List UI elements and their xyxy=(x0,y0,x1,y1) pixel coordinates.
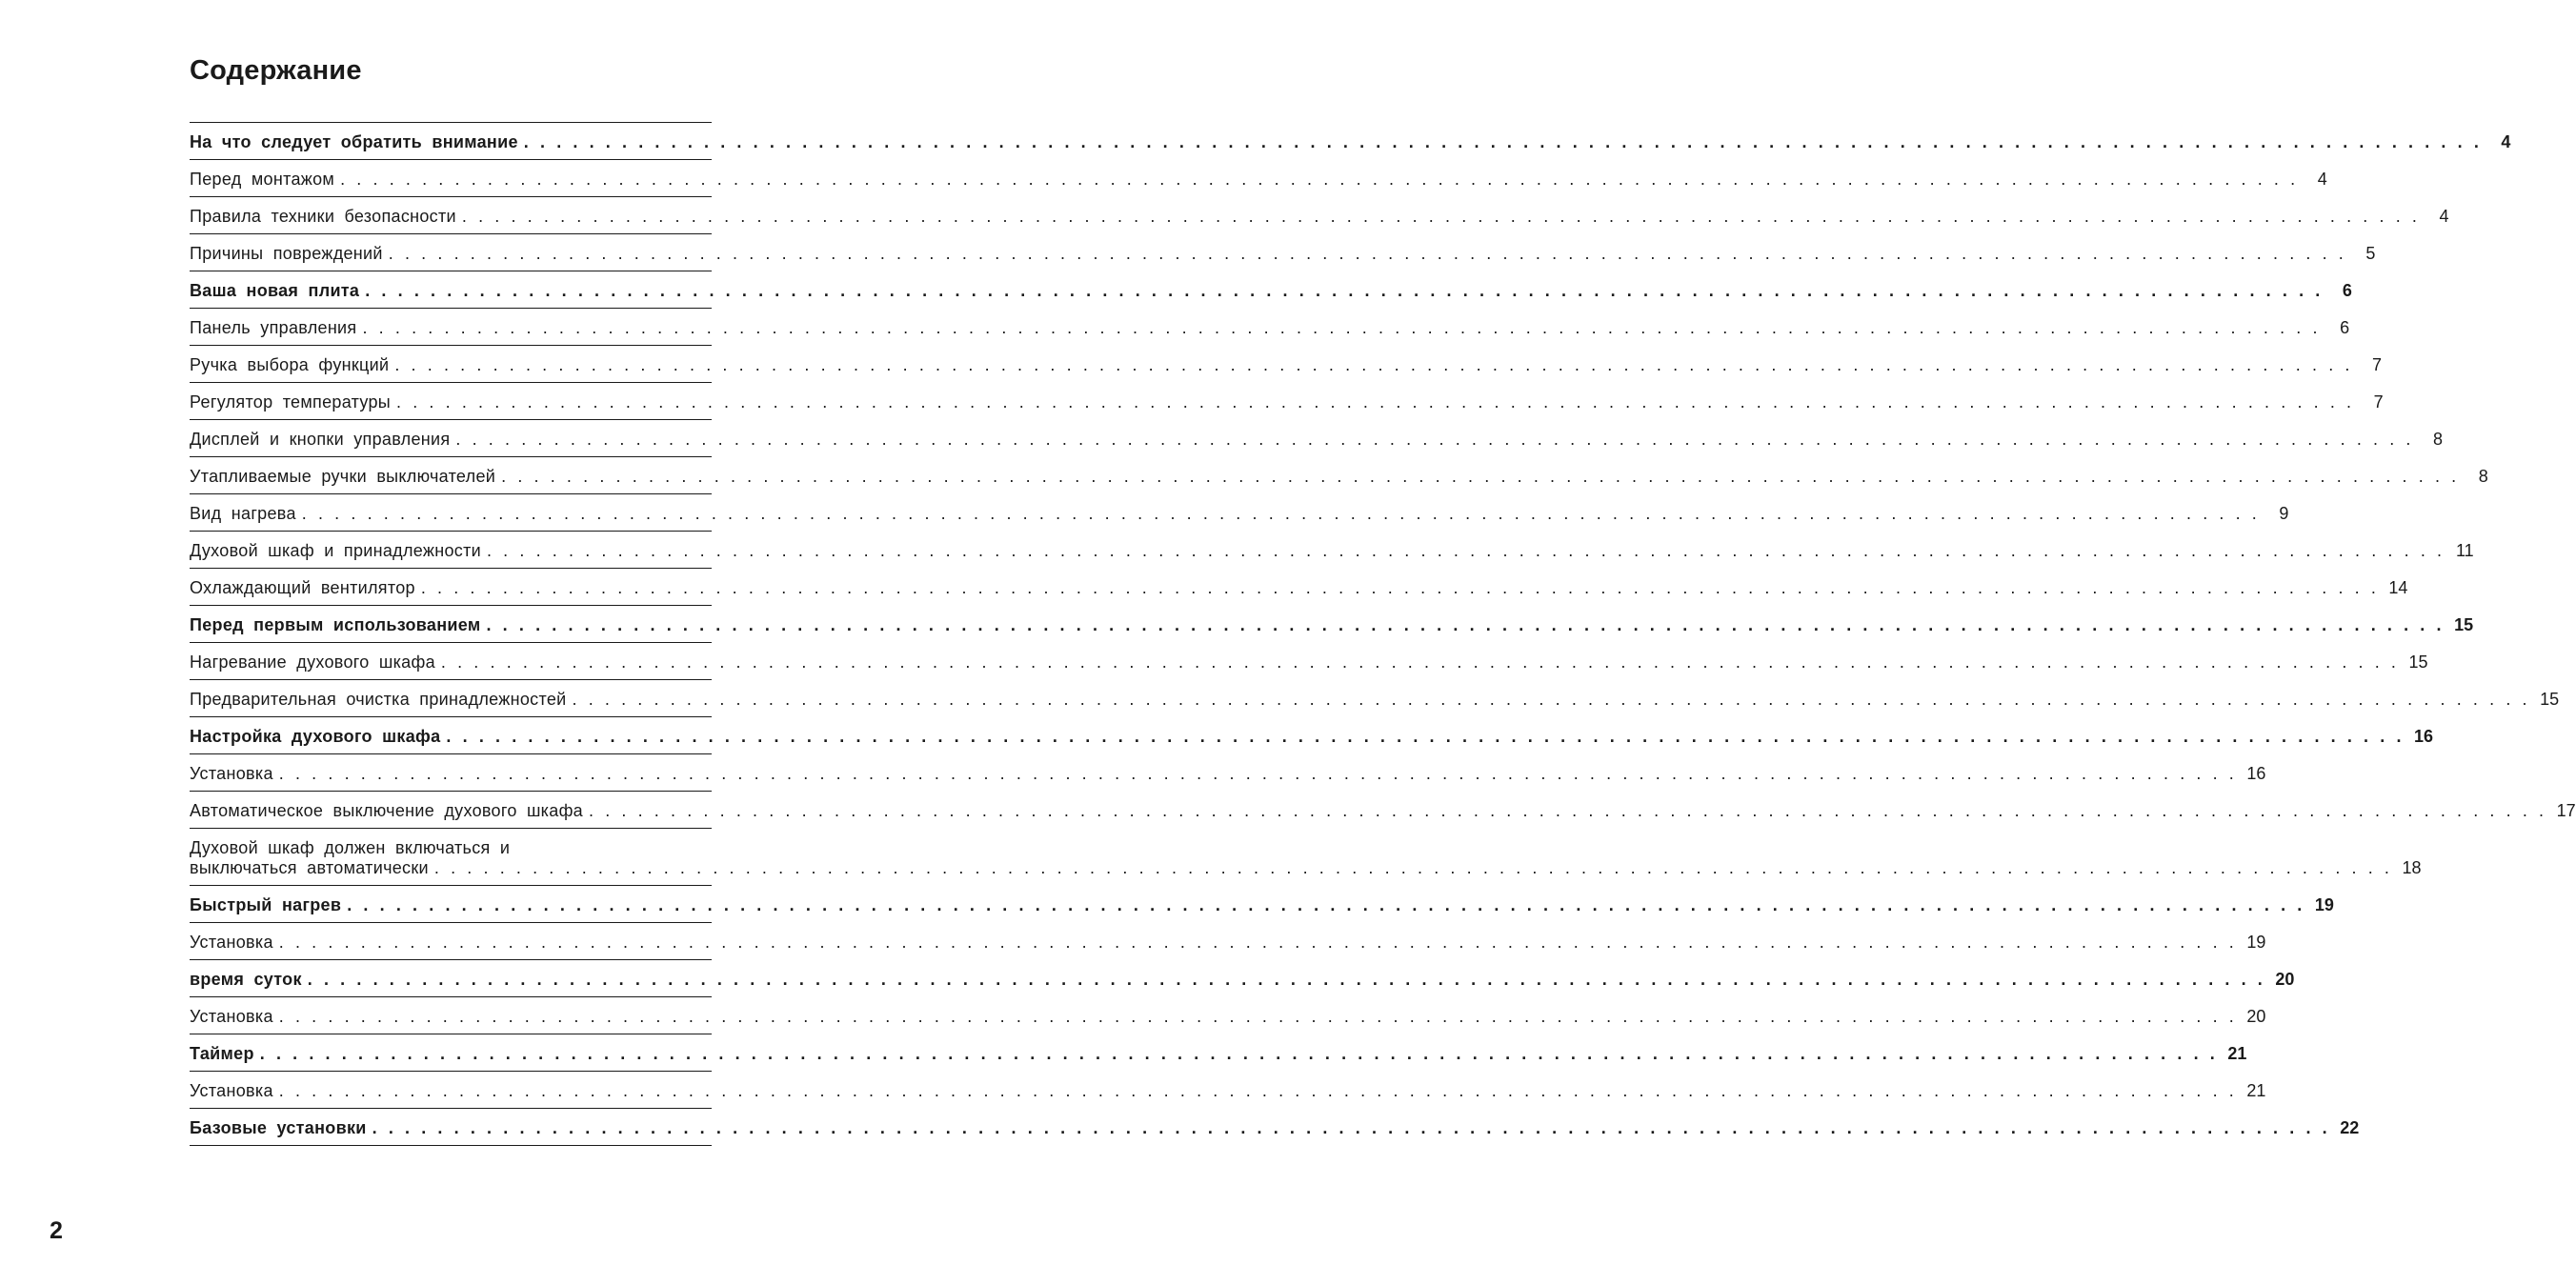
toc-entry-label: Автоматическое выключение духового шкафа xyxy=(190,801,583,820)
toc-entry-page: 4 xyxy=(2439,207,2449,226)
toc-entry-row[interactable] xyxy=(190,234,2376,271)
toc-entry-page: 4 xyxy=(2317,170,2327,189)
toc-entry-label: Нагревание духового шкафа xyxy=(190,653,435,672)
toc-entry-label: время суток xyxy=(190,970,302,989)
dot-leader: . . . . . . . . . . . . . . . . . . . . . . . . . . . . . . . . . . . . . . . . . . . . . . . . . . . . . . . . . . . . . . . . . . . . . . . . . . . . . . . . . . . . . . . . . . . . . . . . . . . . . . . . . . . . . . . . . . . . . . . . xyxy=(440,653,2400,672)
toc-entry-page: 16 xyxy=(2246,764,2266,783)
toc-entry-page: 6 xyxy=(2340,318,2350,337)
toc-entry-label: Духовой шкаф и принадлежности xyxy=(190,541,481,560)
toc-entry-page: 17 xyxy=(2556,801,2576,820)
dot-leader: . . . . . . . . . . . . . . . . . . . . . . . . . . . . . . . . . . . . . . . . . . . . . . . . . . . . . . . . . . . . . . . . . . . . . . . . . . . . . . . . . . . . . . . . . . . . . . . . . . . . . . . . . . . . . . . . . . . . . . . . xyxy=(486,615,2445,634)
dot-leader: . . . . . . . . . . . . . . . . . . . . . . . . . . . . . . . . . . . . . . . . . . . . . . . . . . . . . . . . . . . . . . . . . . . . . . . . . . . . . . . . . . . . . . . . . . . . . . . . . . . . . . . . . . . . . . . . . . . . . . . . xyxy=(365,281,2324,300)
toc-entry-label: Предварительная очистка принадлежностей xyxy=(190,690,567,709)
dot-leader: . . . . . . . . . . . . . . . . . . . . . . . . . . . . . . . . . . . . . . . . . . . . . . . . . . . . . . . . . . . . . . . . . . . . . . . . . . . . . . . . . . . . . . . . . . . . . . . . . . . . . . . . . . . . . . . . . . . . . . . . xyxy=(388,244,2347,263)
dot-leader: . . . . . . . . . . . . . . . . . . . . . . . . . . . . . . . . . . . . . . . . . . . . . . . . . . . . . . . . . . . . . . . . . . . . . . . . . . . . . . . . . . . . . . . . . . . . . . . . . . . . . . . . . . . . . . . . . . . . . . . . xyxy=(486,541,2445,560)
toc-entry-row[interactable] xyxy=(190,829,2422,886)
toc-entry-row[interactable] xyxy=(190,346,2382,383)
toc-entry-label: Дисплей и кнопки управления xyxy=(190,430,451,449)
toc-section-row[interactable] xyxy=(190,886,2334,923)
dot-leader: . . . . . . . . . . . . . . . . . . . . . . . . . . . . . . . . . . . . . . . . . . . . . . . . . . . . . . . . . . . . . . . . . . . . . . . . . . . . . . . . . . . . . . . . . . . . . . . . . . . . . . . . . . . . . . . . . . . . . . . . xyxy=(307,970,2266,989)
toc-entry-label: Причины повреждений xyxy=(190,244,383,263)
toc-entry-page: 8 xyxy=(2478,467,2488,486)
dot-leader: . . . . . . . . . . . . . . . . . . . . . . . . . . . . . . . . . . . . . . . . . . . . . . . . . . . . . . . . . . . . . . . . . . . . . . . . . . . . . . . . . . . . . . . . . . . . . . . . . . . . . . . . . . . . . . . . . . . . . . . . xyxy=(372,1118,2331,1137)
toc-entry-label: Ваша новая плита xyxy=(190,281,360,300)
toc-entry-page: 7 xyxy=(2373,392,2384,412)
toc-entry-label: Установка xyxy=(190,1081,273,1100)
toc-entry-label: Регулятор температуры xyxy=(190,392,392,412)
dot-leader: . . . . . . . . . . . . . . . . . . . . . . . . . . . . . . . . . . . . . . . . . . . . . . . . . . . . . . . . . . . . . . . . . . . . . . . . . . . . . . . . . . . . . . . . . . . . . . . . . . . . . . . . . . . . . . . . . . . . . . . . xyxy=(278,1007,2238,1026)
toc-entry-label: Панель управления xyxy=(190,318,357,337)
dot-leader: . . . . . . . . . . . . . . . . . . . . . . . . . . . . . . . . . . . . . . . . . . . . . . . . . . . . . . . . . . . . . . . . . . . . . . . . . . . . . . . . . . . . . . . . . . . . . . . . . . . . . . . . . . . . . . . . . . . . . . . . xyxy=(394,355,2353,374)
toc-section-row[interactable] xyxy=(190,123,2511,160)
toc-entry-page: 11 xyxy=(2455,541,2474,560)
toc-entry-row[interactable] xyxy=(190,457,2488,494)
toc-entry-row[interactable] xyxy=(190,792,2576,829)
toc-entry-row[interactable] xyxy=(190,532,2474,569)
dot-leader: . . . . . . . . . . . . . . . . . . . . . . . . . . . . . . . . . . . . . . . . . . . . . . . . . . . . . . . . . . . . . . . . . . . . . . . . . . . . . . . . . . . . . . . . . . . . . . . . . . . . . . . . . . . . . . . . . . . . . . . . xyxy=(340,170,2299,189)
dot-leader: . . . . . . . . . . . . . . . . . . . . . . . . . . . . . . . . . . . . . . . . . . . . . . . . . . . . . . . . . . . . . . . . . . . . . . . . . . . . . . . . . . . . . . . . . . . . . . . . . . . . . . . . . . . . . . . . . . . . . . . . xyxy=(301,504,2261,523)
toc-entry-row[interactable] xyxy=(190,754,2266,792)
toc-entry-label: Установка xyxy=(190,764,273,783)
toc-entry-page: 22 xyxy=(2340,1118,2360,1137)
toc-entry-label: Правила техники безопасности xyxy=(190,207,456,226)
toc-entry-label: Таймер xyxy=(190,1044,254,1063)
dot-leader: . . . . . . . . . . . . . . . . . . . . . . . . . . . . . . . . . . . . . . . . . . . . . . . . . . . . . . . . . . . . . . . . . . . . . . . . . . . . . . . . . . . . . . . . . . . . . . . . . . . . . . . . . . . . . . . . . . . . . . . . xyxy=(396,392,2355,412)
toc-entry-page: 21 xyxy=(2246,1081,2266,1100)
toc-entry-label: Утапливаемые ручки выключателей xyxy=(190,467,496,486)
toc-entry-row[interactable] xyxy=(190,383,2384,420)
dot-leader: . . . . . . . . . . . . . . . . . . . . . . . . . . . . . . . . . . . . . . . . . . . . . . . . . . . . . . . . . . . . . . . . . . . . . . . . . . . . . . . . . . . . . . . . . . . . . . . . . . . . . . . . . . . . . . . . . . . . . . . . xyxy=(278,933,2238,952)
dot-leader: . . . . . . . . . . . . . . . . . . . . . . . . . . . . . . . . . . . . . . . . . . . . . . . . . . . . . . . . . . . . . . . . . . . . . . . . . . . . . . . . . . . . . . . . . . . . . . . . . . . . . . . . . . . . . . . . . . . . . . . . xyxy=(572,690,2531,709)
dot-leader: . . . . . . . . . . . . . . . . . . . . . . . . . . . . . . . . . . . . . . . . . . . . . . . . . . . . . . . . . . . . . . . . . . . . . . . . . . . . . . . . . . . . . . . . . . . . . . . . . . . . . . . . . . . . . . . . . . . . . . . . xyxy=(278,764,2238,783)
dot-leader: . . . . . . . . . . . . . . . . . . . . . . . . . . . . . . . . . . . . . . . . . . . . . . . . . . . . . . . . . . . . . . . . . . . . . . . . . . . . . . . . . . . . . . . . . . . . . . . . . . . . . . . . . . . . . . . . . . . . . . . . xyxy=(278,1081,2238,1100)
toc-section-row[interactable] xyxy=(190,1034,2247,1072)
dot-leader: . . . . . . . . . . . . . . . . . . . . . . . . . . . . . . . . . . . . . . . . . . . . . . . . . . . . . . . . . . . . . . . . . . . . . . . . . . . . . . . . . . . . . . . . . . . . . . . . . . . . . . . . . . . . . . . . . . . . . . . . xyxy=(362,318,2322,337)
toc-entry-page: 20 xyxy=(2275,970,2295,989)
page-number: 2 xyxy=(50,1217,63,1244)
toc-section-row[interactable] xyxy=(190,960,2295,997)
toc-entry-row[interactable] xyxy=(190,643,2428,680)
dot-leader: . . . . . . . . . . . . . . . . . . . . . . . . . . . . . . . . . . . . . . . . . . . . . . . . . . . . . . . . . . . . . . . . . . . . . . . . . . . . . . . . . . . . . . . . . . . . . . . . . . . . . . . . . . . . . . . . . . . . . . . . xyxy=(433,858,2393,877)
toc-entry-page: 21 xyxy=(2227,1044,2247,1063)
toc-entry-page: 15 xyxy=(2454,615,2474,634)
toc-entry-label: Вид нагрева xyxy=(190,504,296,523)
toc-entry-page: 16 xyxy=(2414,727,2434,746)
toc-entry-page: 5 xyxy=(2365,244,2376,263)
page-title: Содержание xyxy=(190,55,362,86)
dot-leader: . . . . . . . . . . . . . . . . . . . . . . . . . . . . . . . . . . . . . . . . . . . . . . . . . . . . . . . . . . . . . . . . . . . . . . . . . . . . . . . . . . . . . . . . . . . . . . . . . . . . . . . . . . . . . . . . . . . . . . . . xyxy=(420,578,2380,597)
toc-entry-row[interactable] xyxy=(190,923,2266,960)
toc-entry-label: Установка xyxy=(190,933,273,952)
dot-leader: . . . . . . . . . . . . . . . . . . . . . . . . . . . . . . . . . . . . . . . . . . . . . . . . . . . . . . . . . . . . . . . . . . . . . . . . . . . . . . . . . . . . . . . . . . . . . . . . . . . . . . . . . . . . . . . . . . . . . . . . xyxy=(589,801,2547,820)
toc-entry-label: Перед монтажом xyxy=(190,170,335,189)
dot-leader: . . . . . . . . . . . . . . . . . . . . . . . . . . . . . . . . . . . . . . . . . . . . . . . . . . . . . . . . . . . . . . . . . . . . . . . . . . . . . . . . . . . . . . . . . . . . . . . . . . . . . . . . . . . . . . . . . . . . . . . . xyxy=(461,207,2421,226)
toc-entry-page: 14 xyxy=(2388,578,2408,597)
toc-section-row[interactable] xyxy=(190,1109,2360,1146)
toc-entry-page: 8 xyxy=(2433,430,2444,449)
toc-entry-label: Установка xyxy=(190,1007,273,1026)
toc-entry-page: 20 xyxy=(2246,1007,2266,1026)
toc-entry-row[interactable] xyxy=(190,309,2350,346)
toc-section-row[interactable] xyxy=(190,717,2434,754)
dot-leader: . . . . . . . . . . . . . . . . . . . . . . . . . . . . . . . . . . . . . . . . . . . . . . . . . . . . . . . . . . . . . . . . . . . . . . . . . . . . . . . . . . . . . . . . . . . . . . . . . . . . . . . . . . . . . . . . . . . . . . . . xyxy=(446,727,2405,746)
dot-leader: . . . . . . . . . . . . . . . . . . . . . . . . . . . . . . . . . . . . . . . . . . . . . . . . . . . . . . . . . . . . . . . . . . . . . . . . . . . . . . . . . . . . . . . . . . . . . . . . . . . . . . . . . . . . . . . . . . . . . . . . xyxy=(501,467,2460,486)
toc-entry-row[interactable] xyxy=(190,997,2266,1034)
dot-leader: . . . . . . . . . . . . . . . . . . . . . . . . . . . . . . . . . . . . . . . . . . . . . . . . . . . . . . . . . . . . . . . . . . . . . . . . . . . . . . . . . . . . . . . . . . . . . . . . . . . . . . . . . . . . . . . . . . . . . . . . xyxy=(455,430,2415,449)
toc-entry-label: Настройка духового шкафа xyxy=(190,727,441,746)
toc-entry-page: 9 xyxy=(2279,504,2289,523)
toc-section-row[interactable] xyxy=(190,606,2474,643)
toc-entry-label: Быстрый нагрев xyxy=(190,895,342,914)
toc-entry-label: Перед первым использованием xyxy=(190,615,481,634)
toc-entry-page: 18 xyxy=(2402,858,2422,877)
dot-leader: . . . . . . . . . . . . . . . . . . . . . . . . . . . . . . . . . . . . . . . . . . . . . . . . . . . . . . . . . . . . . . . . . . . . . . . . . . . . . . . . . . . . . . . . . . . . . . . . . . . . . . . . . . . . . . . . . . . . . . . . xyxy=(347,895,2305,914)
toc-entry-page: 6 xyxy=(2342,281,2352,300)
toc-entry-row[interactable] xyxy=(190,1072,2266,1109)
toc-entry-label: Базовые установки xyxy=(190,1118,367,1137)
toc-entry-page: 19 xyxy=(2246,933,2266,952)
toc-entry-page: 4 xyxy=(2501,132,2511,151)
table-of-contents xyxy=(190,122,2576,1146)
toc-entry-page: 7 xyxy=(2371,355,2382,374)
toc-entry-label-line1: Духовой шкаф должен включаться и xyxy=(190,838,511,857)
toc-entry-row[interactable] xyxy=(190,420,2444,457)
toc-entry-label: Охлаждающий вентилятор xyxy=(190,578,415,597)
toc-entry-page: 15 xyxy=(2408,653,2428,672)
toc-entry-row[interactable] xyxy=(190,160,2327,197)
toc-entry-row[interactable] xyxy=(190,569,2408,606)
toc-entry-label: Ручка выбора функций xyxy=(190,355,390,374)
toc-entry-row[interactable] xyxy=(190,494,2289,532)
toc-entry-row[interactable] xyxy=(190,680,2560,717)
dot-leader: . . . . . . . . . . . . . . . . . . . . . . . . . . . . . . . . . . . . . . . . . . . . . . . . . . . . . . . . . . . . . . . . . . . . . . . . . . . . . . . . . . . . . . . . . . . . . . . . . . . . . . . . . . . . . . . . . . . . . . . . xyxy=(523,132,2483,151)
toc-entry-label: выключаться автоматически xyxy=(190,858,429,877)
toc-entry-page: 19 xyxy=(2314,895,2334,914)
toc-entry-page: 15 xyxy=(2540,690,2560,709)
toc-section-row[interactable] xyxy=(190,271,2352,309)
dot-leader: . . . . . . . . . . . . . . . . . . . . . . . . . . . . . . . . . . . . . . . . . . . . . . . . . . . . . . . . . . . . . . . . . . . . . . . . . . . . . . . . . . . . . . . . . . . . . . . . . . . . . . . . . . . . . . . . . . . . . . . . xyxy=(259,1044,2219,1063)
toc-entry-row[interactable] xyxy=(190,197,2449,234)
toc-entry-label: На что следует обратить внимание xyxy=(190,132,518,151)
